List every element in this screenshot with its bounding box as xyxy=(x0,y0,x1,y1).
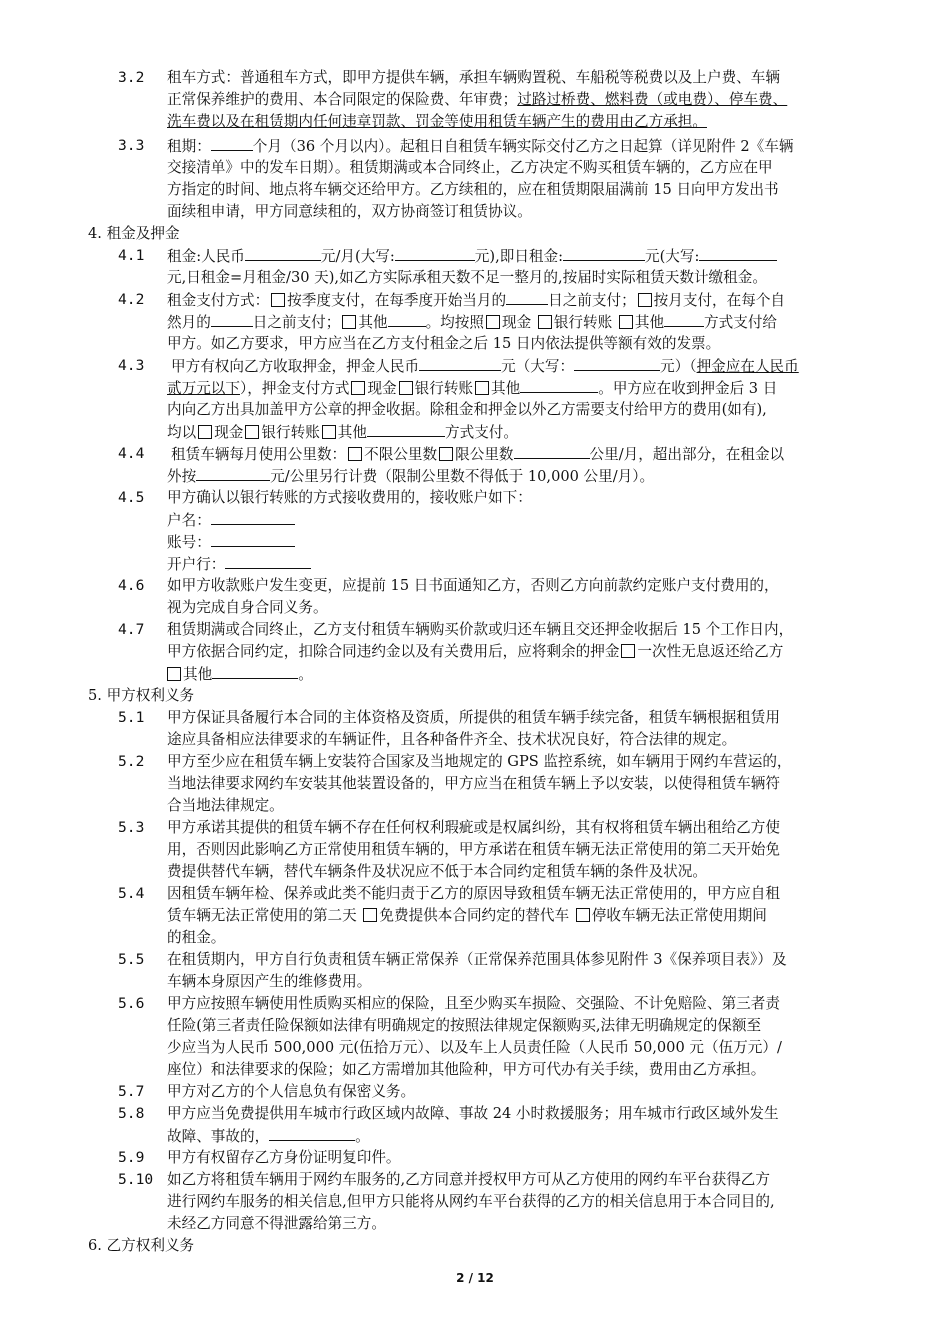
refund-other-blank[interactable] xyxy=(212,663,298,679)
monthly-rent-words-blank[interactable] xyxy=(395,245,475,261)
clause-5-10-number: 5.10 xyxy=(118,1171,154,1188)
clause-5-6-line3: 少应当为人民币 500,000 元(伍拾万元）、以及车上人员责任险（人民币 50,000 元（伍万元）/ xyxy=(167,1039,782,1056)
deposit-amount-blank[interactable] xyxy=(419,355,501,371)
clause-3-2-line2: 正常保养维护的费用、本合同限定的保险费、年审费；过路过桥费、燃料费（或电费）、停车费、 xyxy=(167,91,788,108)
clause-3-2-line3: 洗车费以及在租赁期内任何违章罚款、罚金等使用租赁车辆产生的费用由乙方承担。 xyxy=(167,113,707,130)
section-6-heading: 6. 乙方权利义务 xyxy=(88,1237,195,1254)
quarterly-day-blank[interactable] xyxy=(506,289,548,305)
clause-5-2-line2: 当地法律要求网约车安装其他装置设备的，甲方应当在租赁车辆上予以安装，以使得租赁车辆符 xyxy=(167,775,780,792)
clause-5-7-number: 5.7 xyxy=(118,1083,145,1100)
clause-4-1-line2: 元,日租金=月租金/30 天),如乙方实际承租天数不足一整月的,按届时实际租赁天数计缴租金。 xyxy=(167,269,767,286)
refund-other-checkbox[interactable] xyxy=(167,667,181,681)
clause-4-6-line2: 视为完成自身合同义务。 xyxy=(167,599,328,616)
clause-4-2-number: 4.2 xyxy=(118,291,145,308)
unlimited-mileage-checkbox[interactable] xyxy=(348,447,362,461)
bank-transfer-checkbox[interactable] xyxy=(538,315,552,329)
clause-5-5-line2: 车辆本身原因产生的维修费用。 xyxy=(167,973,372,990)
stop-rent-checkbox[interactable] xyxy=(576,908,590,922)
other-method-blank[interactable] xyxy=(664,311,704,327)
clause-4-5-number: 4.5 xyxy=(118,489,145,506)
clause-5-3-line1: 甲方承诺其提供的租赁车辆不存在任何权利瑕疵或是权属纠纷，其有权将租赁车辆出租给乙方使 xyxy=(167,819,780,836)
clause-4-3-line2: 贰万元以下），押金支付方式 现金 银行转账 其他 。甲方应在收到押金后 3 日 xyxy=(167,377,777,399)
clause-5-4-number: 5.4 xyxy=(118,885,145,902)
clause-5-1-line2: 途应具备相应法律要求的车辆证件，且各种备件齐全、技术状况良好，符合法律的规定。 xyxy=(167,731,737,748)
clause-4-5-line1: 甲方确认以银行转账的方式接收费用的，接收账户如下： xyxy=(167,489,532,506)
deposit-words-blank[interactable] xyxy=(574,355,660,371)
clause-5-2-line1: 甲方至少应在租赁车辆上安装符合国家及当地规定的 GPS 监控系统，如车辆用于网约车营运的， xyxy=(167,753,792,770)
clause-5-1-line1: 甲方保证具备履行本合同的主体资格及资质，所提供的租赁车辆手续完备，租赁车辆根据租赁用 xyxy=(167,709,780,726)
clause-4-4-line2: 外按 元/公里另行计费（限制公里数不得低于 10,000 公里/月）。 xyxy=(167,465,654,487)
clause-5-8-line1: 甲方应当免费提供用车城市行政区域内故障、事故 24 小时救援服务；用车城市行政区域外发生 xyxy=(167,1105,779,1122)
clause-4-3-line3: 内向乙方出具加盖甲方公章的押金收据。除租金和押金以外乙方需要支付给甲方的费用(如有), xyxy=(167,401,767,418)
clause-4-4-number: 4.4 xyxy=(118,445,145,462)
clause-5-10-line1: 如乙方将租赁车辆用于网约车服务的,乙方同意并授权甲方可从乙方使用的网约车平台获得乙方 xyxy=(167,1171,770,1188)
clause-4-1-line1: 租金:人民币 元/月(大写: 元),即日租金: 元(大写: xyxy=(167,245,777,267)
clause-3-3-line1: 租期： 个月（36 个月以内）。起租日自租赁车辆实际交付乙方之日起算（详见附件 2《车辆 xyxy=(167,135,793,157)
refund-once-checkbox[interactable] xyxy=(621,644,635,658)
clause-5-9-line1: 甲方有权留存乙方身份证明复印件。 xyxy=(167,1149,401,1166)
page-indicator: 2 / 12 xyxy=(456,1271,494,1285)
clause-3-3-line3: 方指定的时间、地点将车辆交还给甲方。乙方续租的，应在租赁期限届满前 15 日向甲方发出书 xyxy=(167,181,779,198)
clause-5-6-line4: 座位）和法律要求的保险；如乙方需增加其他险种，甲方可代办有关手续，费用由乙方承担。 xyxy=(167,1061,766,1078)
clause-4-7-line3: 其他 。 xyxy=(167,663,313,685)
clause-3-3-line4: 面续租申请，甲方同意续租的，双方协商签订租赁协议。 xyxy=(167,203,532,220)
monthly-rent-blank[interactable] xyxy=(245,245,321,261)
clause-5-6-number: 5.6 xyxy=(118,995,145,1012)
section-4-heading: 4. 租金及押金 xyxy=(88,225,180,242)
clause-5-2-line3: 合当地法律规定。 xyxy=(167,797,284,814)
clause-4-6-number: 4.6 xyxy=(118,577,145,594)
deposit-other-checkbox[interactable] xyxy=(475,381,489,395)
deposit-cash-checkbox[interactable] xyxy=(351,381,365,395)
clause-5-2-number: 5.2 xyxy=(118,753,145,770)
deposit-bank-checkbox[interactable] xyxy=(399,381,413,395)
clause-4-3-number: 4.3 xyxy=(118,357,145,374)
other-method-checkbox[interactable] xyxy=(619,315,633,329)
excess-rate-blank[interactable] xyxy=(196,465,270,481)
clause-5-7-line1: 甲方对乙方的个人信息负有保密义务。 xyxy=(167,1083,416,1100)
clause-5-8-number: 5.8 xyxy=(118,1105,145,1122)
clause-5-5-line1: 在租赁期内，甲方自行负责租赁车辆正常保养（正常保养范围具体参见附件 3《保养项目表》）及 xyxy=(167,951,787,968)
clause-5-4-line3: 的租金。 xyxy=(167,929,226,946)
term-months-blank[interactable] xyxy=(211,135,253,151)
clause-5-4-line2: 赁车辆无法正常使用的第二天 免费提供本合同约定的替代车 停收车辆无法正常使用期间 xyxy=(167,907,767,924)
clause-5-10-line2: 进行网约车服务的相关信息,但甲方只能将从网约车平台获得的乙方的相关信息用于本合同目的, xyxy=(167,1193,775,1210)
clause-4-7-line1: 租赁期满或合同终止，乙方支付租赁车辆购买价款或归还车辆且交还押金收据后 15 个工作日内， xyxy=(167,621,794,638)
account-name-blank[interactable] xyxy=(211,509,295,525)
clause-5-4-line1: 因租赁车辆年检、保养或此类不能归责于乙方的原因导致租赁车辆无法正常使用的，甲方应自租 xyxy=(167,885,780,902)
clause-4-2-line2: 然月的 日之前支付； 其他 。均按照 现金 银行转账 其他 方式支付给 xyxy=(167,311,777,333)
clause-3-3-line2: 交接清单》中的发车日期）。租赁期满或本合同终止，乙方决定不购买租赁车辆的，乙方应在甲 xyxy=(167,159,773,176)
other-payment-checkbox[interactable] xyxy=(342,315,356,329)
clause-4-2-line3: 甲方。如乙方要求，甲方应当在乙方支付租金之后 15 日内依法提供等额有效的发票。 xyxy=(167,335,721,352)
account-number-blank[interactable] xyxy=(211,531,295,547)
clause-4-1-number: 4.1 xyxy=(118,247,145,264)
monthly-payment-checkbox[interactable] xyxy=(638,293,652,307)
clause-5-6-line1: 甲方应按照车辆使用性质购买相应的保险，且至少购买车损险、交强险、不计免赔险、第三者责 xyxy=(167,995,780,1012)
fee-other-checkbox[interactable] xyxy=(322,425,336,439)
clause-5-3-line2: 用，否则因此影响乙方正常使用租赁车辆的，甲方承诺在租赁车辆无法正常使用的第二天开始免 xyxy=(167,841,780,858)
clause-4-3-line4: 均以 现金 银行转账 其他 方式支付。 xyxy=(167,421,518,443)
clause-5-8-line2: 故障、事故的， 。 xyxy=(167,1125,370,1147)
monthly-day-blank[interactable] xyxy=(211,311,253,327)
bank-row: 开户行： xyxy=(167,553,311,575)
fee-bank-checkbox[interactable] xyxy=(245,425,259,439)
clause-4-3-line1: 甲方有权向乙方收取押金，押金人民币 元（大写： 元）（押金应在人民币 xyxy=(171,355,799,377)
other-payment-blank[interactable] xyxy=(388,311,426,327)
daily-rent-blank[interactable] xyxy=(563,245,645,261)
deposit-other-blank[interactable] xyxy=(520,377,598,393)
cash-checkbox[interactable] xyxy=(486,315,500,329)
clause-3-2-number: 3.2 xyxy=(118,69,145,86)
account-name-row: 户名： xyxy=(167,509,295,531)
clause-3-2-line1: 租车方式：普通租车方式，即甲方提供车辆，承担车辆购置税、车船税等税费以及上户费、车辆 xyxy=(167,69,780,86)
out-of-area-blank[interactable] xyxy=(269,1125,355,1141)
clause-5-6-line2: 任险(第三者责任险保额如法律有明确规定的按照法律规定保额购买,法律无明确规定的保额至 xyxy=(167,1017,762,1034)
bank-blank[interactable] xyxy=(225,553,311,569)
clause-4-7-line2: 甲方依据合同约定，扣除合同违约金以及有关费用后，应将剩余的押金 一次性无息返还给乙方 xyxy=(167,643,784,660)
section-5-heading: 5. 甲方权利义务 xyxy=(88,687,195,704)
daily-rent-words-blank[interactable] xyxy=(699,245,777,261)
substitute-car-checkbox[interactable] xyxy=(363,908,377,922)
fee-other-blank[interactable] xyxy=(367,421,445,437)
clause-4-7-number: 4.7 xyxy=(118,621,145,638)
fee-cash-checkbox[interactable] xyxy=(198,425,212,439)
account-number-row: 账号： xyxy=(167,531,295,553)
clause-3-3-number: 3.3 xyxy=(118,137,145,154)
limited-mileage-checkbox[interactable] xyxy=(439,447,453,461)
clause-5-10-line3: 未经乙方同意不得泄露给第三方。 xyxy=(167,1215,386,1232)
clause-4-6-line1: 如甲方收款账户发生变更，应提前 15 日书面通知乙方，否则乙方向前款约定账户支付费用的， xyxy=(167,577,779,594)
clause-4-2-line1: 租金支付方式： 按季度支付，在每季度开始当月的 日之前支付； 按月支付，在每个自 xyxy=(167,289,785,311)
clause-5-3-number: 5.3 xyxy=(118,819,145,836)
quarterly-payment-checkbox[interactable] xyxy=(271,293,285,307)
clause-5-5-number: 5.5 xyxy=(118,951,145,968)
clause-4-4-line1: 租赁车辆每月使用公里数： 不限公里数 限公里数 公里/月，超出部分，在租金以 xyxy=(171,443,784,465)
mileage-limit-blank[interactable] xyxy=(514,443,590,459)
clause-5-3-line3: 费提供替代车辆，替代车辆条件及状况应不低于本合同约定租赁车辆的条件及状况。 xyxy=(167,863,707,880)
clause-5-9-number: 5.9 xyxy=(118,1149,145,1166)
clause-5-1-number: 5.1 xyxy=(118,709,145,726)
